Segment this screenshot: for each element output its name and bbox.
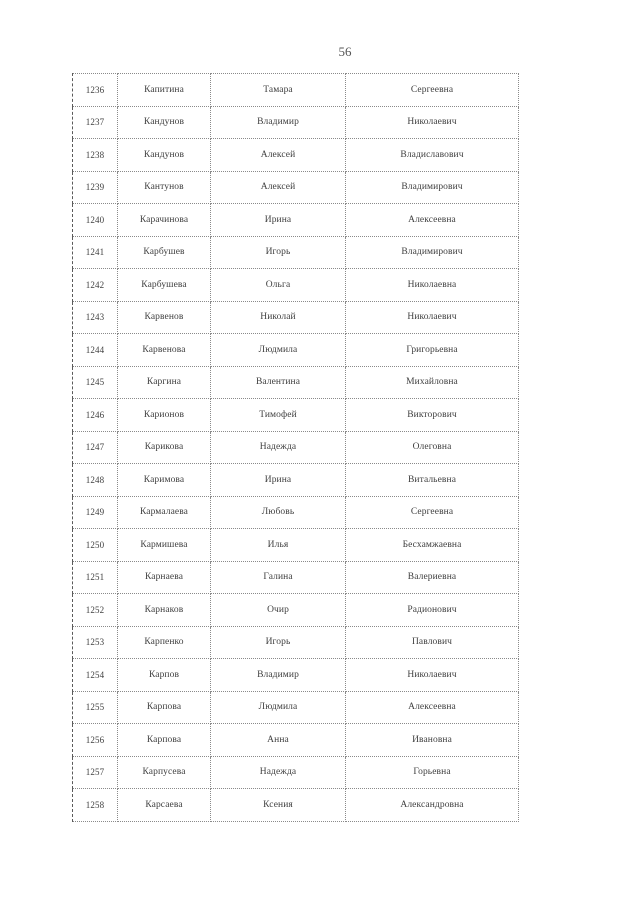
table-row — [73, 659, 519, 692]
row-number-cell: 1248 — [73, 464, 118, 497]
patronymic-cell: Валериевна — [346, 561, 519, 594]
first-name-cell: Надежда — [211, 756, 346, 789]
row-number-cell: 1239 — [73, 171, 118, 204]
last-name-cell: Карпова — [118, 691, 211, 724]
first-name-cell: Алексей — [211, 171, 346, 204]
first-name-cell: Людмила — [211, 691, 346, 724]
row-number-cell: 1251 — [73, 561, 118, 594]
patronymic-cell: Радионович — [346, 594, 519, 627]
table-row — [73, 74, 519, 107]
table-row — [73, 626, 519, 659]
last-name-cell: Кармишева — [118, 529, 211, 562]
table-row — [73, 561, 519, 594]
patronymic-cell: Павлович — [346, 626, 519, 659]
table-row — [73, 496, 519, 529]
last-name-cell: Кармалаева — [118, 496, 211, 529]
row-number-cell: 1258 — [73, 789, 118, 822]
registry-table — [72, 73, 519, 822]
row-number-cell: 1254 — [73, 659, 118, 692]
row-number-cell: 1243 — [73, 301, 118, 334]
row-number-cell: 1242 — [73, 269, 118, 302]
last-name-cell: Карпенко — [118, 626, 211, 659]
last-name-cell: Кандунов — [118, 106, 211, 139]
row-number-cell: 1257 — [73, 756, 118, 789]
table-row — [73, 789, 519, 822]
table-row — [73, 431, 519, 464]
last-name-cell: Карнаков — [118, 594, 211, 627]
last-name-cell: Карикова — [118, 431, 211, 464]
last-name-cell: Карачинова — [118, 204, 211, 237]
first-name-cell: Людмила — [211, 334, 346, 367]
last-name-cell: Карпусева — [118, 756, 211, 789]
table-row — [73, 139, 519, 172]
registry-body — [73, 74, 519, 822]
first-name-cell: Ирина — [211, 464, 346, 497]
patronymic-cell: Олеговна — [346, 431, 519, 464]
row-number-cell: 1241 — [73, 236, 118, 269]
patronymic-cell: Сергеевна — [346, 496, 519, 529]
row-number-cell: 1249 — [73, 496, 118, 529]
first-name-cell: Ольга — [211, 269, 346, 302]
last-name-cell: Карвенова — [118, 334, 211, 367]
patronymic-cell: Григорьевна — [346, 334, 519, 367]
row-number-cell: 1246 — [73, 399, 118, 432]
patronymic-cell: Николаевна — [346, 269, 519, 302]
row-number-cell: 1244 — [73, 334, 118, 367]
last-name-cell: Капитина — [118, 74, 211, 107]
table-row — [73, 171, 519, 204]
row-number-cell: 1256 — [73, 724, 118, 757]
row-number-cell: 1245 — [73, 366, 118, 399]
first-name-cell: Тамара — [211, 74, 346, 107]
first-name-cell: Очир — [211, 594, 346, 627]
row-number-cell: 1237 — [73, 106, 118, 139]
last-name-cell: Карионов — [118, 399, 211, 432]
row-number-cell: 1253 — [73, 626, 118, 659]
last-name-cell: Карнаева — [118, 561, 211, 594]
patronymic-cell: Николаевич — [346, 301, 519, 334]
first-name-cell: Игорь — [211, 236, 346, 269]
table-row — [73, 724, 519, 757]
last-name-cell: Карвенов — [118, 301, 211, 334]
patronymic-cell: Викторович — [346, 399, 519, 432]
row-number-cell: 1238 — [73, 139, 118, 172]
patronymic-cell: Владиславович — [346, 139, 519, 172]
row-number-cell: 1252 — [73, 594, 118, 627]
table-row — [73, 269, 519, 302]
row-number-cell: 1247 — [73, 431, 118, 464]
table-row — [73, 204, 519, 237]
patronymic-cell: Ивановна — [346, 724, 519, 757]
patronymic-cell: Бесхамжаевна — [346, 529, 519, 562]
last-name-cell: Карпов — [118, 659, 211, 692]
patronymic-cell: Николаевич — [346, 659, 519, 692]
table-row — [73, 334, 519, 367]
patronymic-cell: Сергеевна — [346, 74, 519, 107]
first-name-cell: Илья — [211, 529, 346, 562]
table-row — [73, 366, 519, 399]
table-row — [73, 106, 519, 139]
row-number-cell: 1240 — [73, 204, 118, 237]
patronymic-cell: Владимирович — [346, 236, 519, 269]
first-name-cell: Ксения — [211, 789, 346, 822]
first-name-cell: Владимир — [211, 659, 346, 692]
patronymic-cell: Владимирович — [346, 171, 519, 204]
first-name-cell: Анна — [211, 724, 346, 757]
table-row — [73, 399, 519, 432]
patronymic-cell: Алексеевна — [346, 691, 519, 724]
table-row — [73, 529, 519, 562]
table-row — [73, 464, 519, 497]
last-name-cell: Кандунов — [118, 139, 211, 172]
first-name-cell: Игорь — [211, 626, 346, 659]
first-name-cell: Алексей — [211, 139, 346, 172]
first-name-cell: Тимофей — [211, 399, 346, 432]
row-number-cell: 1255 — [73, 691, 118, 724]
row-number-cell: 1250 — [73, 529, 118, 562]
last-name-cell: Карсаева — [118, 789, 211, 822]
last-name-cell: Карпова — [118, 724, 211, 757]
row-number-cell: 1236 — [73, 74, 118, 107]
table-row — [73, 691, 519, 724]
table-row — [73, 236, 519, 269]
patronymic-cell: Николаевич — [346, 106, 519, 139]
patronymic-cell: Витальевна — [346, 464, 519, 497]
table-row — [73, 594, 519, 627]
first-name-cell: Николай — [211, 301, 346, 334]
last-name-cell: Каргина — [118, 366, 211, 399]
table-row — [73, 301, 519, 334]
patronymic-cell: Горьевна — [346, 756, 519, 789]
table-row — [73, 756, 519, 789]
last-name-cell: Кантунов — [118, 171, 211, 204]
first-name-cell: Галина — [211, 561, 346, 594]
last-name-cell: Карбушева — [118, 269, 211, 302]
first-name-cell: Любовь — [211, 496, 346, 529]
first-name-cell: Владимир — [211, 106, 346, 139]
patronymic-cell: Михайловна — [346, 366, 519, 399]
first-name-cell: Надежда — [211, 431, 346, 464]
first-name-cell: Валентина — [211, 366, 346, 399]
last-name-cell: Карбушев — [118, 236, 211, 269]
patronymic-cell: Алексеевна — [346, 204, 519, 237]
page-number: 56 — [338, 44, 352, 59]
first-name-cell: Ирина — [211, 204, 346, 237]
last-name-cell: Каримова — [118, 464, 211, 497]
patronymic-cell: Александровна — [346, 789, 519, 822]
